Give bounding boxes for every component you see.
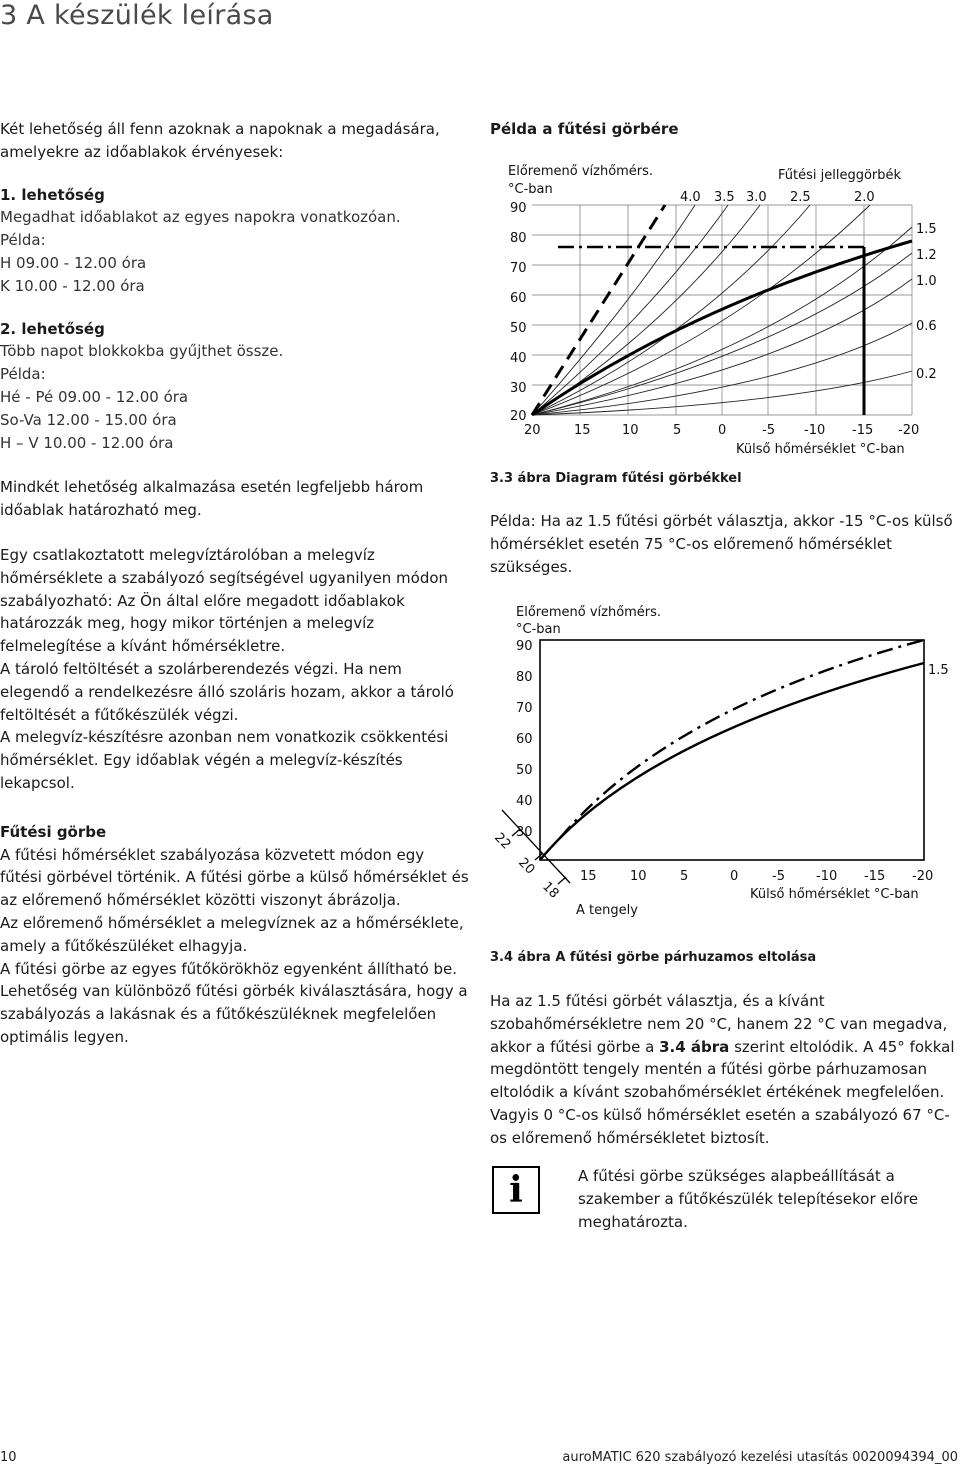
fig34-y-tick: 50	[516, 763, 533, 778]
fig34-y-tick: 90	[516, 639, 533, 654]
fig33-curve-label: 1.5	[916, 222, 937, 237]
fig33-x-tick: -5	[762, 423, 775, 438]
fig33-x-tick: 20	[524, 423, 541, 438]
fig33-y-tick: 80	[510, 231, 527, 246]
fig34-curve	[540, 663, 924, 860]
fig34-axis-label: 22	[491, 830, 514, 853]
fig34-y-tick: 30	[516, 825, 533, 840]
fig33-y-tick: 50	[510, 321, 527, 336]
intro-text: Két lehetőség áll fenn azoknak a napoknak a megadására, amelyekre az időablakok érvényesek:	[0, 120, 440, 161]
fig34-x-tick: -5	[772, 869, 785, 884]
fig33-x-tick: -20	[898, 423, 920, 438]
figure-heating-curves	[490, 155, 960, 465]
fig33-y-tick: 30	[510, 381, 527, 396]
option1-example-label: Példa:	[0, 231, 46, 250]
fig33-curve-label: 2.5	[790, 190, 811, 205]
fig34-y-tick: 40	[516, 794, 533, 809]
fig34-axis-name: A tengely	[576, 903, 638, 918]
info-text: A fűtési görbe szükséges alapbeállítását a szakember a fűtőkészülék telepítésekor előre meghatározta.	[578, 1167, 919, 1231]
fig33-curve-label: 3.5	[714, 190, 735, 205]
option1-heading: 1. lehetőség	[0, 185, 105, 204]
heating-curve-paragraph: A fűtési görbe az egyes fűtőkörökhöz egyenként állítható be.	[0, 959, 458, 978]
heating-curve-paragraph: A fűtési hőmérséklet szabályozása közvetett módon egy fűtési görbével történik. A fűtési görbe a külső hőmérséklet és az előremenő hőmérséklet közötti viszonyt ábrázolja.	[0, 845, 469, 910]
fig34-y-label: Előremenő vízhőmérs.	[516, 605, 662, 620]
example2-text-a: Ha az 1.5 fűtési görbét választja, és a kívánt szobahőmérsékletre nem 20 °C, hanem 22 °C van megadva, akkor a fűtési görbe a	[490, 992, 948, 1056]
fig33-y-label: Előremenő vízhőmérs.	[508, 164, 654, 179]
fig34-curve-label: 1.5	[928, 663, 949, 678]
fig33-x-label: Külső hőmérséklet °C-ban	[736, 442, 905, 457]
example-heading: Példa a fűtési görbére	[490, 120, 679, 138]
fig33-x-tick: 0	[718, 423, 727, 438]
fig34-x-tick: 15	[580, 869, 597, 884]
fig33-y-tick: 90	[510, 201, 527, 216]
option2-line: So-Va 12.00 - 15.00 óra	[0, 410, 177, 429]
fig34-y-tick: 60	[516, 732, 533, 747]
fig33-curve-label: 3.0	[746, 190, 767, 205]
fig33-y-tick: 70	[510, 261, 527, 276]
fig34-caption: 3.4 ábra A fűtési görbe párhuzamos eltolása	[490, 950, 817, 965]
fig33-curve-label: 2.0	[854, 190, 875, 205]
option1-line: K 10.00 - 12.00 óra	[0, 276, 145, 295]
page-title: 3 A készülék leírása	[0, 0, 274, 31]
fig33-x-tick: -15	[852, 423, 874, 438]
fig33-y-unit: °C-ban	[508, 182, 553, 197]
document-title: auroMATIC 620 szabályozó kezelési utasítás 0020094394_00	[562, 1450, 958, 1465]
fig34-shifted-curve	[560, 640, 924, 838]
fig33-y-tick: 20	[510, 409, 527, 424]
option2-line: H – V 10.00 - 12.00 óra	[0, 433, 174, 452]
option2-heading: 2. lehetőség	[0, 319, 105, 338]
info-icon	[492, 1166, 540, 1214]
fig34-x-tick: 0	[730, 869, 739, 884]
fig34-x-label: Külső hőmérséklet °C-ban	[750, 887, 919, 902]
info-glyph: i	[509, 1169, 523, 1211]
fig33-x-tick: 10	[622, 423, 639, 438]
storage-paragraph: Egy csatlakoztatott melegvíztárolóban a melegvíz hőmérséklete a szabályozó segítségével ugyanilyen módon szabályozható: Az Ön által előre megadott időablakok határozzák meg, hogy mikor történjen a melegvíz felmelegítése a kívánt hőmérsékletre.	[0, 545, 449, 656]
fig34-frame	[540, 640, 924, 860]
fig33-y-tick: 60	[510, 291, 527, 306]
left-column	[0, 118, 470, 1049]
fig34-y-tick: 80	[516, 670, 533, 685]
fig33-curve-label: 0.6	[916, 319, 937, 334]
fig33-caption: 3.3 ábra Diagram fűtési görbékkel	[490, 471, 742, 486]
fig33-curves-label: Fűtési jelleggörbék	[778, 168, 902, 183]
fig34-axis-label: 18	[539, 879, 562, 902]
fig34-x-tick: -20	[912, 869, 934, 884]
fig33-x-tick: -10	[804, 423, 826, 438]
example2-text-b: szerint eltolódik. A 45° fokkal megdöntött tengely mentén a fűtési görbe párhuzamosan eltolódik a kívánt szobahőmérséklet értékének megfelelően. Vagyis 0 °C-os külső hőmérséklet esetén a szabályozó 67 °C-os előremenő hőmérsékletet biztosít.	[490, 1037, 955, 1147]
fig34-x-tick: -10	[816, 869, 838, 884]
option2-desc: Több napot blokkokba gyűjthet össze.	[0, 342, 284, 361]
fig34-y-tick: 70	[516, 701, 533, 716]
fig33-curve-label: 1.2	[916, 248, 937, 263]
option1-line: H 09.00 - 12.00 óra	[0, 253, 147, 272]
heating-curve-heading: Fűtési görbe	[0, 822, 107, 841]
fig33-x-tick: 15	[574, 423, 591, 438]
fig34-axis-line	[502, 810, 570, 883]
solar-paragraph: A tároló feltöltését a szolárberendezés végzi. Ha nem elegendő a rendelkezésre álló szoláris hozam, akkor a tároló feltöltését a fűtőkészülék végzi.	[0, 659, 454, 724]
example2-text	[490, 990, 960, 1150]
fig33-y-tick: 40	[510, 351, 527, 366]
fig34-axis-label: 20	[515, 855, 538, 878]
fig34-x-tick: 5	[680, 869, 689, 884]
fig33-curve-label: 1.0	[916, 274, 937, 289]
figure-reference: 3.4 ábra	[659, 1037, 730, 1056]
both-options-note: Mindkét lehetőség alkalmazása esetén legfeljebb három időablak határozható meg.	[0, 478, 424, 520]
figure-parallel-shift	[490, 598, 960, 916]
option1-desc: Megadhat időablakot az egyes napokra vonatkozóan.	[0, 208, 401, 227]
heating-curve-paragraph: Lehetőség van különböző fűtési görbék kiválasztására, hogy a szabályozás a lakásnak és a fűtőkészüléknek megfelelően optimális legyen.	[0, 982, 468, 1046]
fig33-curve-label: 4.0	[680, 190, 701, 205]
fig34-x-tick: 10	[630, 869, 647, 884]
fig33-x-tick: 5	[673, 423, 682, 438]
page-number: 10	[0, 1450, 17, 1465]
option2-example-label: Példa:	[0, 365, 46, 384]
fig34-x-tick: -15	[864, 869, 886, 884]
fig34-y-unit: °C-ban	[516, 622, 561, 637]
example1-text: Példa: Ha az 1.5 fűtési görbét választja, akkor -15 °C-os külső hőmérséklet esetén 75 °C-os előremenő hőmérséklet szükséges.	[490, 512, 953, 576]
fig33-curve-label: 0.2	[916, 367, 937, 382]
option2-line: Hé - Pé 09.00 - 12.00 óra	[0, 387, 189, 406]
fig34-axis-tick	[558, 877, 566, 884]
heating-curve-paragraph: Az előremenő hőmérséklet a melegvíznek az a hőmérséklete, amely a fűtőkészüléket elhagyja.	[0, 913, 464, 955]
reduction-paragraph: A melegvíz-készítésre azonban nem vonatkozik csökkentési hőmérséklet. Egy időablak végén a melegvíz-készítés lekapcsol.	[0, 728, 449, 792]
